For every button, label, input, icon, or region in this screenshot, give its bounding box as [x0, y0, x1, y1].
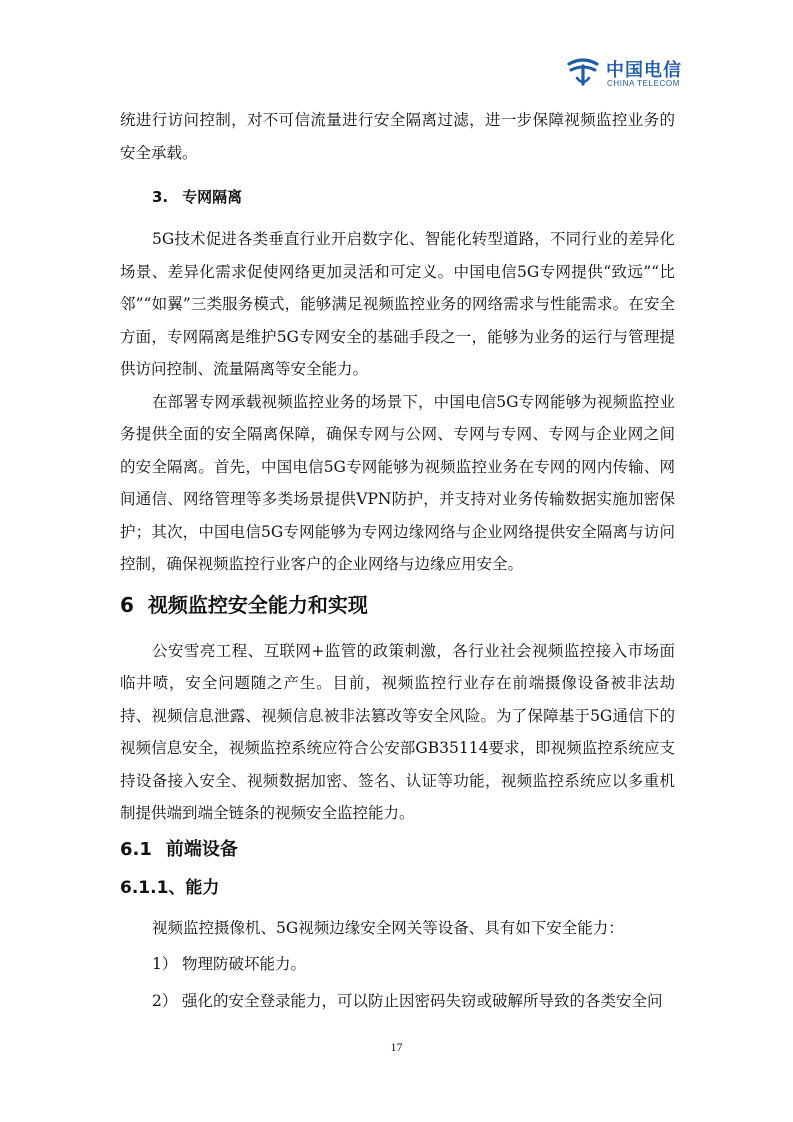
section-3-title: 专网隔离 [182, 188, 243, 206]
section-6-1-1-paragraph: 视频监控摄像机、5G视频边缘安全网关等设备、具有如下安全能力： [152, 918, 624, 937]
section-3-paragraph-2: 在部署专网承载视频监控业务的场景下，中国电信5G专网能够为视频监控业务提供全面的安全隔离保障，确保专网与公网、专网与专网、专网与企业网之间的安全隔离。首先，中国电信5G专网能够为视频监控业务在专网的网内传输、网间通信、网络管理等多类场景提供VPN防护，并支持对业务传输数据实施加密保护；其次，中国电信5G专网能够为专网边缘网络与企业网络提供安全隔离与访问控制，确保视频监控行业客户的企业网络与边缘应用安全。 [120, 392, 675, 573]
list-item-text: 强化的安全登录能力，可以防止因密码失窃或破解所导致的各类安全问 [182, 991, 663, 1010]
section-3-paragraph-1: 5G技术促进各类垂直行业开启数字化、智能化转型道路，不同行业的差异化场景、差异化需求促使网络更加灵活和可定义。中国电信5G专网提供“致远”“比邻”“如翼”三类服务模式，能够满足视频监控业务的网络需求与性能需求。在安全方面，专网隔离是维护5G专网安全的基础手段之一，能够为业务的运行与管理提供访问控制、流量隔离等安全能力。 [120, 230, 675, 378]
china-telecom-emblem-icon [566, 54, 600, 88]
section-6-1-title: 前端设备 [165, 838, 238, 860]
china-telecom-logo [566, 52, 696, 92]
section-6-1-heading [120, 834, 675, 866]
intro-paragraph: 统进行访问控制，对不可信流量进行安全隔离过滤，进一步保障视频监控业务的安全承载。 [120, 111, 675, 162]
list-item-marker: 2） [152, 991, 178, 1010]
list-item-marker: 1） [152, 955, 178, 973]
section-6-1-1-heading: 6.1.1、能力 [120, 877, 220, 898]
page-number: 17 [390, 1040, 403, 1054]
list-item [120, 948, 675, 981]
list-item-text: 物理防破坏能力。 [182, 955, 307, 973]
list-item [120, 985, 675, 1018]
page-content [120, 104, 675, 1021]
section-3-heading [120, 181, 675, 213]
chapter-6-paragraph: 公安雪亮工程、互联网+监管的政策刺激，各行业社会视频监控接入市场面临井喷，安全问题随之产生。目前，视频监控行业存在前端摄像设备被非法劫持、视频信息泄露、视频信息被非法篡改等安全风险。为了保障基于5G通信下的视频信息安全，视频监控系统应符合公安部GB35114要求，即视频监控系统应支持设备接入安全、视频数据加密、签名、认证等功能，视频监控系统应以多重机制提供端到端全链条的视频安全监控能力。 [120, 641, 675, 822]
chapter-6-number: 6 [120, 592, 134, 617]
section-3-number: 3. [152, 188, 169, 206]
logo-english-text: CHINA TELECOM [607, 79, 680, 88]
section-6-1-number: 6.1 [120, 838, 152, 860]
logo-chinese-text: 中国电信 [606, 60, 682, 81]
chapter-6-title: 视频监控安全能力和实现 [147, 592, 368, 617]
chapter-6-heading [120, 589, 675, 621]
